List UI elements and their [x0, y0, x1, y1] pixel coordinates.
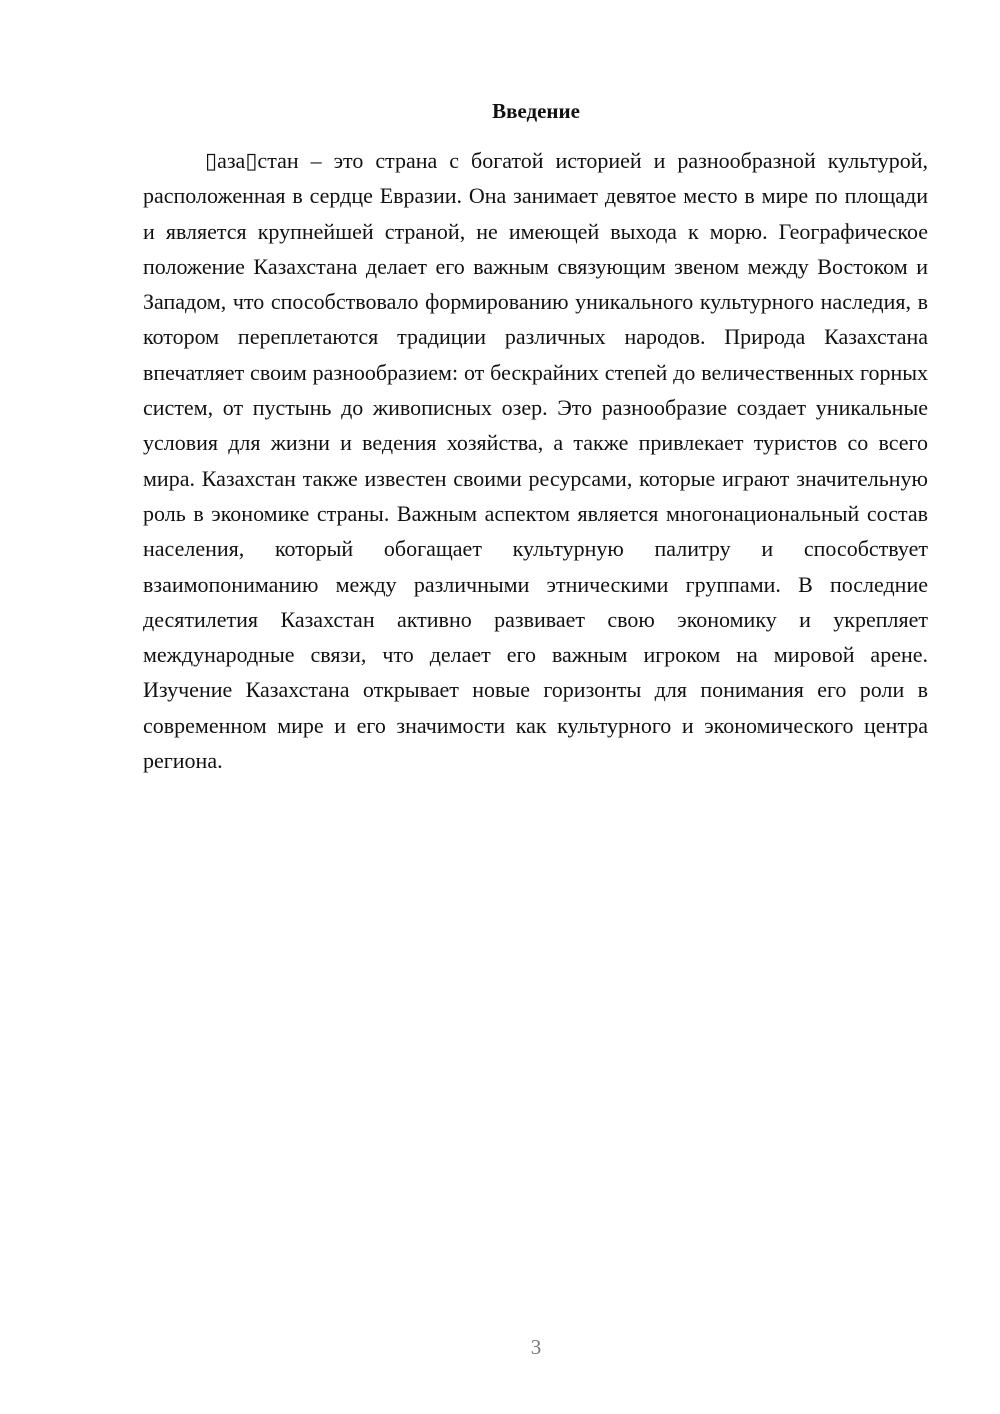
page-title: Введение — [492, 99, 580, 123]
page-number: 3 — [530, 1335, 542, 1359]
body-paragraph: ▯аза▯стан – это страна с богатой историей и разнообразной культурой, расположенная в сердце Евразии. Она занимает девятое место в мире по площади и является крупнейшей страной, не имеющей выхода к морю. Географическое положение Казахстана делает его важным связующим звеном между Востоком и Западом, что способствовало формированию уникального культурного наследия, в котором переплетаются традиции различных народов. Природа Казахстана впечатляет своим разнообразием: от бескрайних степей до величественных горных систем, от пустынь до живописных озер. Это разнообразие создает уникальные условия для жизни и ведения хозяйства, а также привлекает туристов со всего мира. Казахстан также известен своими ресурсами, которые играют значительную роль в экономике страны. Важным аспектом является многонациональный состав населения, который обогащает культурную палитру и способствует взаимопониманию между различными этническими группами. В последние десятилетия Казахстан активно развивает свою экономику и укрепляет международные связи, что делает его важным игроком на мировой арене. Изучение Казахстана открывает новые горизонты для понимания его роли в современном мире и его значимости как культурного и экономического центра региона. — [143, 148, 928, 774]
